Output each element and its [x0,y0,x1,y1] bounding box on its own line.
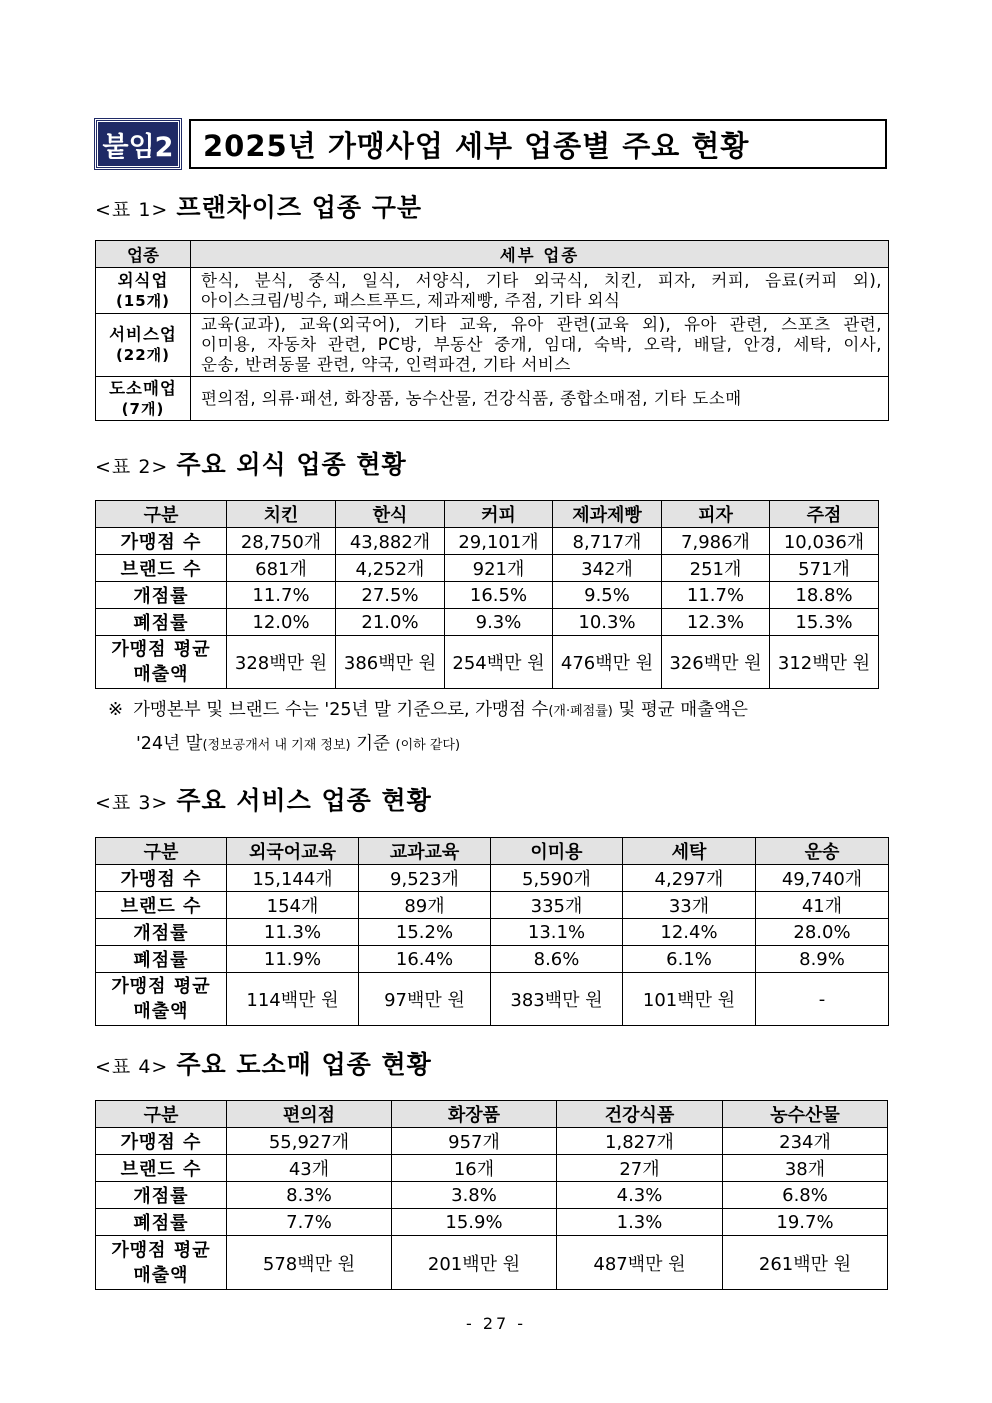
table-cell: 328백만 원 [227,636,336,689]
note-line1-small: (개·폐점률) [548,704,613,719]
note-line2-mid: 기준 [350,734,396,754]
header-transport: 운송 [756,838,889,865]
header-subject-education: 교과교육 [359,838,491,865]
row-label-avg-sales: 가맹점 평균 매출액 [96,1236,227,1290]
table-row [96,1209,888,1236]
table-cell: 154개 [227,892,359,919]
table-cell: 6.1% [623,946,756,973]
table-cell: 1.3% [557,1209,723,1236]
row-label-avg-sales: 가맹점 평균 매출액 [96,636,227,689]
table-cell: 28.0% [756,919,889,946]
table-cell: 4.3% [557,1182,723,1209]
row-label-store-count: 가맹점 수 [96,528,227,555]
row-label-closing-rate: 폐점률 [96,946,227,973]
row-label-avg-sales: 가맹점 평균 매출액 [96,973,227,1026]
table-cell: 326백만 원 [662,636,770,689]
table-cell: 41개 [756,892,889,919]
table-cell: 9.5% [553,582,662,609]
table3-heading [95,781,432,817]
table3-number: <표 3> [95,792,169,814]
table-row [96,636,879,689]
service-industry-table [95,837,889,1026]
row-label-brand-count: 브랜드 수 [96,892,227,919]
table-cell: 10,036개 [770,528,879,555]
table-row [96,609,879,636]
table-row [96,1236,888,1290]
table-cell: 101백만 원 [623,973,756,1026]
retail-industry-table [95,1100,888,1290]
table-cell: 21.0% [336,609,445,636]
header-coffee: 커피 [445,501,553,528]
note-line2-small2: (이하 같다) [395,738,461,753]
table-cell: 10.3% [553,609,662,636]
table-cell: 6.8% [723,1182,888,1209]
table-cell: 578백만 원 [227,1236,392,1290]
table-cell: 27.5% [336,582,445,609]
table-cell: 921개 [445,555,553,582]
row-label-closing-rate: 폐점률 [96,1209,227,1236]
header-agri-fishery: 농수산물 [723,1101,888,1128]
table-cell: 12.3% [662,609,770,636]
page-number: - 27 - [465,1314,527,1333]
note-line1: 가맹본부 및 브랜드 수는 '25년 말 기준으로, 가맹점 수 [133,700,549,720]
table-cell: 8.9% [756,946,889,973]
table1-title: 프랜차이즈 업종 구분 [176,193,423,222]
header-health-food: 건강식품 [557,1101,723,1128]
table2-heading [95,445,407,481]
table-row [96,865,889,892]
table-cell: 8.6% [491,946,623,973]
header-korean-food: 한식 [336,501,445,528]
food-industry-table [95,500,879,689]
table-cell: 13.1% [491,919,623,946]
table-cell: 383백만 원 [491,973,623,1026]
table4-number: <표 4> [95,1056,169,1078]
table-cell: 15,144개 [227,865,359,892]
table-row [96,377,889,421]
table-cell: 1,827개 [557,1128,723,1155]
table-cell: 16.4% [359,946,491,973]
table-cell: 15.9% [392,1209,557,1236]
note-line2-small: (정보공개서 내 기재 정보) [202,738,351,753]
table-cell: 201백만 원 [392,1236,557,1290]
row-label-closing-rate: 폐점률 [96,609,227,636]
row-label-brand-count: 브랜드 수 [96,555,227,582]
row-label-brand-count: 브랜드 수 [96,1155,227,1182]
header-category: 업종 [96,241,191,268]
table-row [96,1182,888,1209]
table4-heading [95,1045,432,1081]
table-cell: 4,297개 [623,865,756,892]
table-cell: 15.3% [770,609,879,636]
franchise-category-table [95,240,889,421]
table-cell: 335개 [491,892,623,919]
table-row [96,892,889,919]
table-cell: 9,523개 [359,865,491,892]
table1-heading [95,188,422,224]
table-cell: 476백만 원 [553,636,662,689]
note-line2: '24년 말 [136,734,203,754]
row-label-store-count: 가맹점 수 [96,865,227,892]
table-cell: 18.8% [770,582,879,609]
row-category-retail: 도소매업 (7개) [96,377,191,421]
header-pizza: 피자 [662,501,770,528]
table-cell: 114백만 원 [227,973,359,1026]
table-cell: 49,740개 [756,865,889,892]
row-detail-retail: 편의점, 의류·패션, 화장품, 농수산물, 건강식품, 종합소매점, 기타 도소매 [191,377,889,421]
table-cell: 386백만 원 [336,636,445,689]
header-foreign-language: 외국어교육 [227,838,359,865]
table-row [96,314,889,377]
table-cell: 11.3% [227,919,359,946]
table-cell: 33개 [623,892,756,919]
table-cell: 12.0% [227,609,336,636]
table-cell: 97백만 원 [359,973,491,1026]
header-chicken: 치킨 [227,501,336,528]
table-row [96,973,889,1026]
table-cell: 11.9% [227,946,359,973]
header-subcategory: 세부 업종 [191,241,889,268]
table-cell: 7.7% [227,1209,392,1236]
table-cell: 254백만 원 [445,636,553,689]
row-category-food: 외식업 (15개) [96,268,191,314]
table-row [96,268,889,314]
header-category: 구분 [96,1101,227,1128]
note-line1-end: 및 평균 매출액은 [612,700,748,720]
header-category: 구분 [96,501,227,528]
table-cell: 11.7% [662,582,770,609]
table-cell: 43개 [227,1155,392,1182]
row-label-opening-rate: 개점률 [96,1182,227,1209]
table-cell: 681개 [227,555,336,582]
table2-number: <표 2> [95,456,169,478]
table-cell: 957개 [392,1128,557,1155]
note-mark: ※ [108,699,124,720]
footnote [108,694,898,762]
table-cell: 3.8% [392,1182,557,1209]
table-cell: 4,252개 [336,555,445,582]
table-cell: 12.4% [623,919,756,946]
header-beauty: 이미용 [491,838,623,865]
table-row [96,1128,888,1155]
header-laundry: 세탁 [623,838,756,865]
table-cell: 487백만 원 [557,1236,723,1290]
table-cell: 16.5% [445,582,553,609]
table-row [96,946,889,973]
header-category: 구분 [96,838,227,865]
table-row [96,582,879,609]
header-convenience-store: 편의점 [227,1101,392,1128]
table-cell: 234개 [723,1128,888,1155]
attachment-badge: 붙임2 [95,119,181,169]
table-cell: 7,986개 [662,528,770,555]
header-bakery: 제과제빵 [553,501,662,528]
table-row [96,919,889,946]
table-cell: 38개 [723,1155,888,1182]
table-cell: 55,927개 [227,1128,392,1155]
table-cell: - [756,973,889,1026]
table-cell: 342개 [553,555,662,582]
table3-title: 주요 서비스 업종 현황 [176,786,432,815]
table-cell: 19.7% [723,1209,888,1236]
row-detail-food: 한식, 분식, 중식, 일식, 서양식, 기타 외국식, 치킨, 피자, 커피, 음료(커피 외), 아이스크림/빙수, 패스트푸드, 제과제빵, 주점, 기타 외식 [191,268,889,314]
row-label-opening-rate: 개점률 [96,582,227,609]
table-cell: 312백만 원 [770,636,879,689]
row-label-opening-rate: 개점률 [96,919,227,946]
header-pub: 주점 [770,501,879,528]
table-row [96,1155,888,1182]
table-cell: 251개 [662,555,770,582]
table-cell: 9.3% [445,609,553,636]
table-cell: 89개 [359,892,491,919]
table-cell: 43,882개 [336,528,445,555]
row-detail-service: 교육(교과), 교육(외국어), 기타 교육, 유아 관련(교육 외), 유아 관련, 스포츠 관련, 이미용, 자동차 관련, PC방, 부동산 중개, 임대, 숙박, 오락, 배달, 안경, 세탁, 이사, 운송, 반려동물 관련, 약국, 인력파견, 기타 서비스 [191,314,889,377]
title-text: 2025년 가맹사업 세부 업종별 주요 현황 [189,119,887,169]
table-cell: 15.2% [359,919,491,946]
table-cell: 27개 [557,1155,723,1182]
table1-number: <표 1> [95,199,169,221]
row-category-service: 서비스업 (22개) [96,314,191,377]
table4-title: 주요 도소매 업종 현황 [176,1050,432,1079]
table-cell: 8,717개 [553,528,662,555]
table-cell: 11.7% [227,582,336,609]
table-cell: 8.3% [227,1182,392,1209]
table-cell: 571개 [770,555,879,582]
table-row [96,528,879,555]
document-title [95,119,887,169]
table-row [96,555,879,582]
header-cosmetics: 화장품 [392,1101,557,1128]
row-label-store-count: 가맹점 수 [96,1128,227,1155]
table-cell: 16개 [392,1155,557,1182]
table-cell: 5,590개 [491,865,623,892]
table-cell: 28,750개 [227,528,336,555]
table-cell: 29,101개 [445,528,553,555]
table-cell: 261백만 원 [723,1236,888,1290]
table2-title: 주요 외식 업종 현황 [176,450,407,479]
